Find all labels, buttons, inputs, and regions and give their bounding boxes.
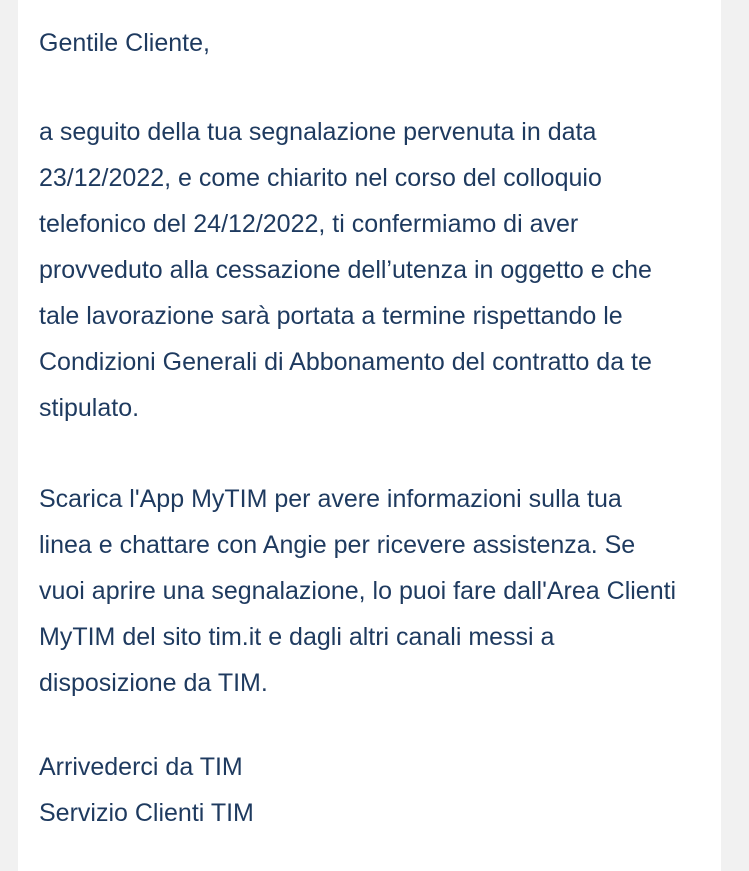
- paragraph-line: vuoi aprire una segnalazione, lo puoi fare dall'Area Clienti: [39, 577, 677, 605]
- paragraph-line: telefonico del 24/12/2022, ti confermiamo di aver: [39, 210, 579, 238]
- paragraph-line: [39, 614, 721, 660]
- greeting: Gentile Cliente,: [39, 29, 210, 57]
- paragraph-line: provveduto alla cessazione dell’utenza in oggetto e che: [39, 256, 652, 284]
- paragraph-text: e dagli altri canali messi a: [261, 623, 555, 651]
- paragraph-line: Condizioni Generali di Abbonamento del contratto da te: [39, 348, 652, 376]
- paragraph-line: linea e chattare con Angie per ricevere assistenza. Se: [39, 531, 636, 559]
- paragraph-line: stipulato.: [39, 394, 140, 422]
- paragraph-line: Scarica l'App MyTIM per avere informazioni sulla tua: [39, 485, 622, 513]
- paragraph-line: a seguito della tua segnalazione pervenuta in data: [39, 118, 597, 146]
- paragraph-app-info: [39, 476, 721, 706]
- tim-website-link[interactable]: tim.it: [208, 623, 262, 651]
- signature: [39, 744, 721, 836]
- paragraph-text: MyTIM del sito: [39, 623, 209, 651]
- signature-line: Arrivederci da TIM: [39, 753, 243, 781]
- paragraph-confirmation: [39, 109, 721, 431]
- paragraph-line: tale lavorazione sarà portata a termine rispettando le: [39, 302, 623, 330]
- paragraph-line: disposizione da TIM.: [39, 669, 268, 697]
- paragraph-line: 23/12/2022, e come chiarito nel corso del colloquio: [39, 164, 602, 192]
- email-body: [18, 0, 721, 871]
- signature-line: Servizio Clienti TIM: [39, 799, 254, 827]
